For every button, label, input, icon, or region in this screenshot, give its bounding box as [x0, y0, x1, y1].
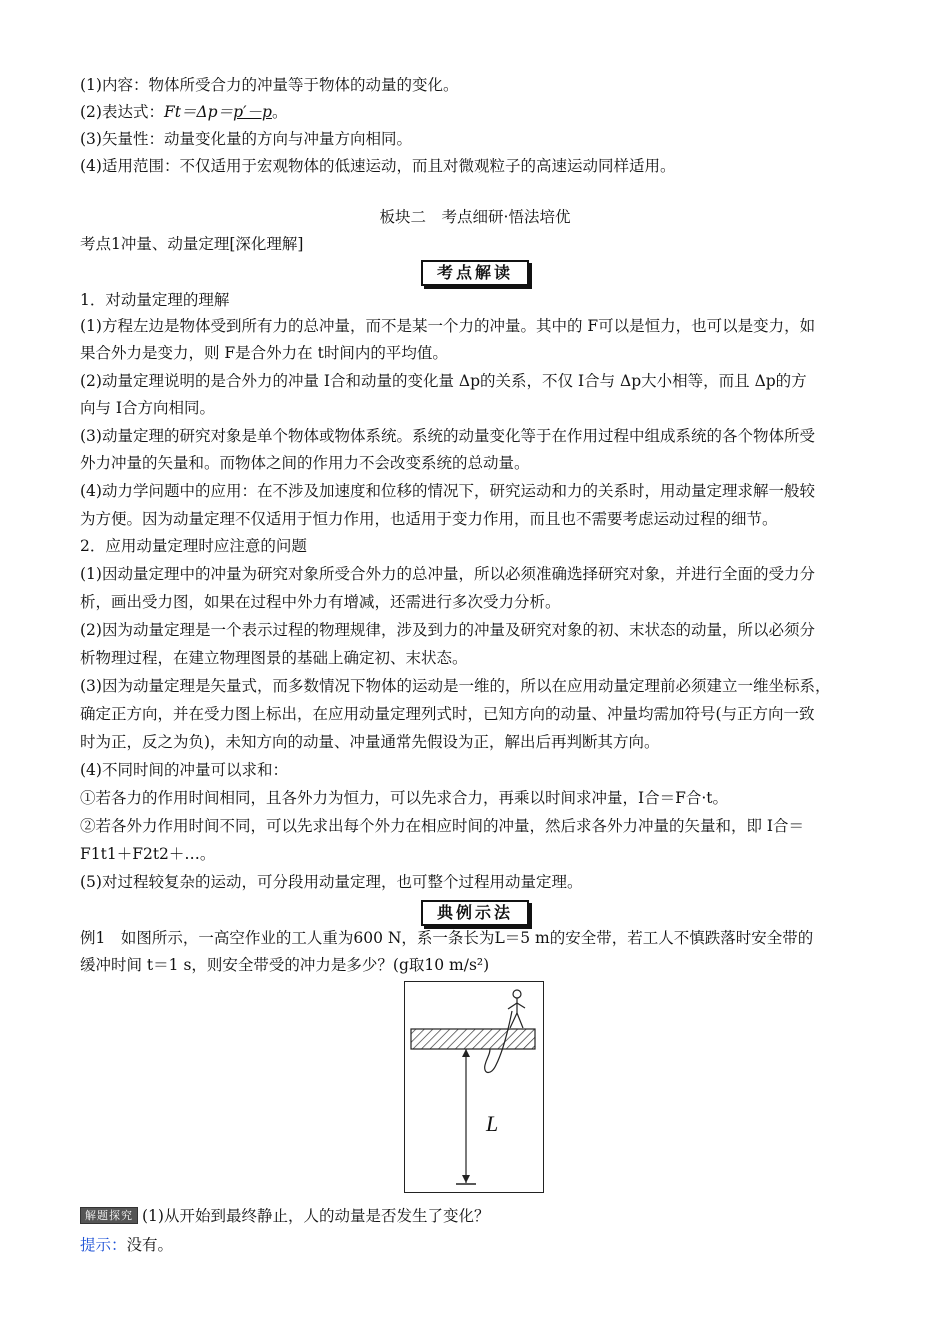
body-line: (5)对过程较复杂的运动，可分段用动量定理，也可整个过程用动量定理。 — [80, 873, 583, 891]
length-label: L — [486, 1111, 499, 1136]
body-line: 2．应用动量定理时应注意的问题 — [80, 537, 307, 555]
body-line: (2)动量定理说明的是合外力的冲量 I合和动量的变化量 Δp的关系，不仅 I合与 Δp大小相等，而且 Δp的方 — [80, 372, 807, 390]
explore-tag: 解题探究 — [80, 1207, 138, 1224]
theorem-line-2 — [80, 99, 880, 125]
body-line: 时为正，反之为负)，未知方向的动量、冲量通常先假设为正，解出后再判断其方向。 — [80, 733, 660, 751]
theorem-line-4: (4)适用范围：不仅适用于宏观物体的低速运动，而且对微观粒子的高速运动同样适用。 — [80, 157, 676, 175]
body-line: 确定正方向，并在受力图上标出，在应用动量定理列式时，已知方向的动量、冲量均需加符号(与正方向一致 — [80, 705, 815, 723]
body-line: (3)动量定理的研究对象是单个物体或物体系统。系统的动量变化等于在作用过程中组成系统的各个物体所受 — [80, 427, 815, 445]
body-line: ②若各外力作用时间不同，可以先求出每个外力在相应时间的冲量，然后求各外力冲量的矢量和，即 I合＝ — [80, 817, 805, 835]
section-title: 板块二 考点细研·悟法培优 — [379, 208, 571, 226]
hint-line — [80, 1232, 880, 1258]
topic-title: 考点1冲量、动量定理[深化理解] — [80, 235, 304, 253]
body-line: 外力冲量的矢量和。而物体之间的作用力不会改变系统的总动量。 — [80, 454, 530, 472]
hint-label: 提示： — [80, 1236, 127, 1254]
body-line: (3)因为动量定理是矢量式，而多数情况下物体的运动是一维的，所以在应用动量定理前必须建立一维坐标系， — [80, 677, 831, 695]
body-line: 向与 I合方向相同。 — [80, 399, 216, 417]
worker-figure — [404, 981, 544, 1193]
figure-frame — [405, 982, 544, 1193]
body-line: (4)不同时间的冲量可以求和： — [80, 761, 288, 779]
body-line: (2)因为动量定理是一个表示过程的物理规律，涉及到力的冲量及研究对象的初、末状态的动量，所以必须分 — [80, 621, 815, 639]
body-line: 为方便。因为动量定理不仅适用于恒力作用，也适用于变力作用，而且也不需要考虑运动过程的细节。 — [80, 510, 778, 528]
body-line: (1)因动量定理中的冲量为研究对象所受合外力的总冲量，所以必须准确选择研究对象，并进行全面的受力分 — [80, 565, 815, 583]
example-line-1: 例1 如图所示，一高空作业的工人重为600 N，系一条长为L＝5 m的安全带，若工人不慎跌落时安全带的 — [80, 929, 814, 947]
banner-dianli-label: 典例示法 — [421, 900, 529, 926]
explore-line — [80, 1203, 880, 1229]
body-line: 析物理过程，在建立物理图景的基础上确定初、末状态。 — [80, 649, 468, 667]
explore-question: (1)从开始到最终静止，人的动量是否发生了变化？ — [142, 1207, 490, 1225]
body-line: 析，画出受力图，如果在过程中外力有增减，还需进行多次受力分析。 — [80, 593, 561, 611]
banner-dianli — [0, 900, 950, 926]
theorem-line-3: (3)矢量性：动量变化量的方向与冲量方向相同。 — [80, 130, 412, 148]
theorem-expr-end: 。 — [271, 103, 288, 121]
theorem-expr: Ft＝Δp＝ — [163, 103, 234, 121]
body-line: 1．对动量定理的理解 — [80, 291, 230, 309]
body-line: 果合外力是变力，则 F是合外力在 t时间内的平均值。 — [80, 344, 448, 362]
theorem-expr-label: (2)表达式： — [80, 103, 164, 121]
body-line: (1)方程左边是物体受到所有力的总冲量，而不是某一个力的冲量。其中的 F可以是恒力，也可以是变力，如 — [80, 317, 816, 335]
body-line: (4)动力学问题中的应用：在不涉及加速度和位移的情况下，研究运动和力的关系时，用动量定理求解一般较 — [80, 482, 815, 500]
hint-answer: 没有。 — [126, 1236, 174, 1254]
body-line: ①若各力的作用时间相同，且各外力为恒力，可以先求合力，再乘以时间求冲量，I合＝F合·t。 — [80, 789, 729, 807]
example-line-2: 缓冲时间 t＝1 s，则安全带受的冲力是多少？(g取10 m/s²) — [80, 956, 490, 974]
banner-kaodian — [0, 260, 950, 286]
theorem-line-1: (1)内容：物体所受合力的冲量等于物体的动量的变化。 — [80, 76, 459, 94]
banner-kaodian-label: 考点解读 — [421, 260, 529, 286]
scaffold-beam-hatched — [411, 1029, 535, 1049]
body-line: F1t1＋F2t2＋…。 — [80, 845, 216, 863]
theorem-expr-underlined: p′－p — [233, 103, 272, 121]
